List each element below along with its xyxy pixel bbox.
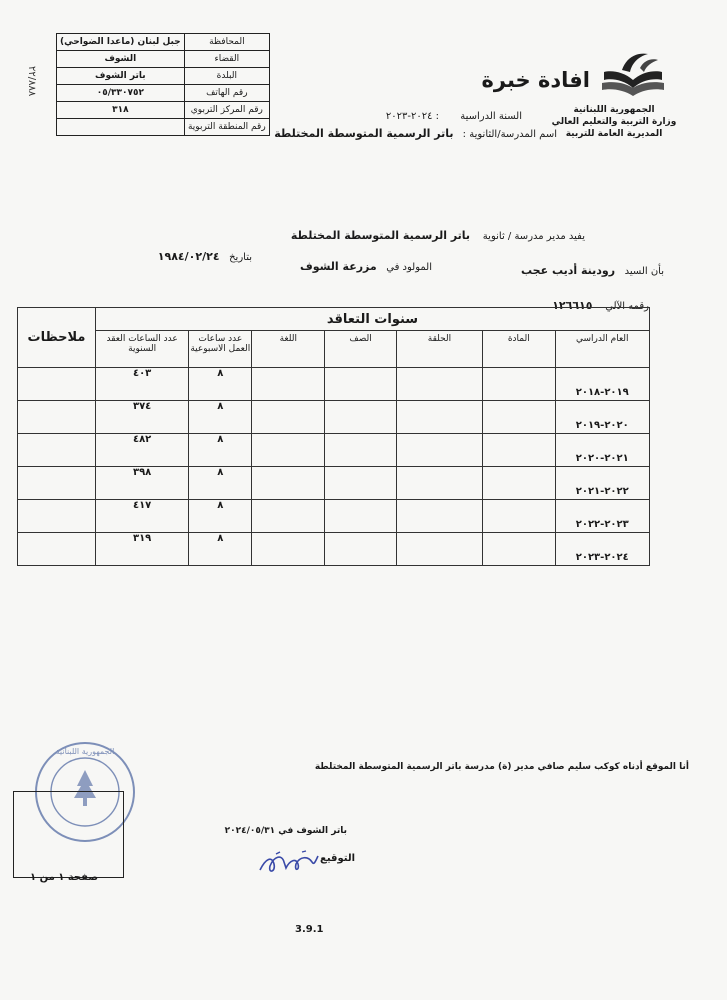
- header-class: الصف: [325, 331, 397, 368]
- cell-subject: [483, 467, 555, 500]
- cell-annual: ٣٧٤: [95, 401, 188, 434]
- cell-annual: ٤٨٢: [95, 434, 188, 467]
- cell-year: ٢٠٢٠-٢٠١٩: [555, 401, 649, 434]
- cell-cycle: [396, 500, 482, 533]
- table-row: [18, 533, 650, 566]
- cell-weekly: ٨: [189, 533, 252, 566]
- table-title: سنوات التعاقد: [95, 308, 649, 331]
- info-value: ٠٥/٣٣٠٧٥٢: [57, 85, 185, 102]
- cell-year: ٢٠٢١-٢٠٢٠: [555, 434, 649, 467]
- info-row: [57, 85, 270, 102]
- person-label: بأن السيد: [624, 266, 664, 277]
- table-row: [18, 467, 650, 500]
- table-row: [18, 500, 650, 533]
- info-row: [57, 102, 270, 119]
- info-label: رقم الهاتف: [184, 85, 269, 102]
- cell-notes: [18, 368, 96, 401]
- info-label: المحافظة: [184, 34, 269, 51]
- info-label: القضاء: [184, 51, 269, 68]
- birth-date-line: [158, 250, 252, 263]
- academic-year-label: السنة الدراسية: [460, 111, 522, 122]
- ministry-line-2: وزارة التربية والتعليم العالي: [551, 117, 677, 127]
- place-date: باتر الشوف في ٢٠٢٤/٠٥/٣١: [224, 826, 347, 836]
- info-value: باتر الشوف: [57, 68, 185, 85]
- table-row: [18, 434, 650, 467]
- cell-annual: ٤٠٣: [95, 368, 188, 401]
- ministry-line-3: المديرية العامة للتربية: [565, 129, 663, 139]
- cell-year: ٢٠٢٣-٢٠٢٢: [555, 500, 649, 533]
- cell-weekly: ٨: [189, 500, 252, 533]
- cell-subject: [483, 434, 555, 467]
- header-language: اللغة: [252, 331, 325, 368]
- cell-annual: ٣١٩: [95, 533, 188, 566]
- cell-language: [252, 401, 325, 434]
- cell-year: ٢٠٢٤-٢٠٢٣: [555, 533, 649, 566]
- cell-weekly: ٨: [189, 368, 252, 401]
- cell-class: [325, 368, 397, 401]
- header-annual-hours: عدد الساعات العقد السنوية: [95, 331, 188, 368]
- cell-language: [252, 368, 325, 401]
- document-title: افادة خبرة: [481, 68, 590, 92]
- form-code: 3.9.1: [295, 924, 324, 935]
- cell-language: [252, 467, 325, 500]
- info-row: [57, 34, 270, 51]
- cell-subject: [483, 401, 555, 434]
- cell-class: [325, 467, 397, 500]
- header-weekly-hours: عدد ساعات العمل الاسبوعية: [189, 331, 252, 368]
- cell-class: [325, 401, 397, 434]
- cell-subject: [483, 500, 555, 533]
- school-value: باتر الرسمية المتوسطة المختلطة: [274, 127, 454, 140]
- header-cycle: الحلقة: [396, 331, 482, 368]
- header-subject: المادة: [483, 331, 555, 368]
- ministry-book-logo-icon: [600, 50, 666, 102]
- info-label: البلدة: [184, 68, 269, 85]
- cell-subject: [483, 533, 555, 566]
- cell-weekly: ٨: [189, 434, 252, 467]
- info-row: [57, 68, 270, 85]
- handwritten-signature: [256, 848, 322, 878]
- intro-school: باتر الرسمية المتوسطة المختلطة: [290, 229, 471, 242]
- cell-class: [325, 533, 397, 566]
- number-label: رقمه الآلي: [605, 301, 649, 312]
- cell-year: ٢٠٢٢-٢٠٢١: [555, 467, 649, 500]
- cell-weekly: ٨: [189, 401, 252, 434]
- intro-label: يفيد مدير مدرسة / ثانوية: [482, 231, 585, 242]
- cell-language: [252, 533, 325, 566]
- cell-cycle: [396, 401, 482, 434]
- cell-subject: [483, 368, 555, 401]
- school-label: اسم المدرسة/الثانوية :: [462, 129, 557, 140]
- cell-language: [252, 434, 325, 467]
- info-value: ٣١٨: [57, 102, 185, 119]
- info-label: رقم المنطقة التربوية: [184, 119, 269, 136]
- born-place: مزرعة الشوف: [299, 260, 377, 273]
- cell-notes: [18, 467, 96, 500]
- info-value: الشوف: [57, 51, 185, 68]
- stamp-frame: [13, 791, 124, 878]
- cell-notes: [18, 434, 96, 467]
- cell-year: ٢٠١٩-٢٠١٨: [555, 368, 649, 401]
- stamp-text: الجمهورية اللبنانية: [55, 747, 115, 756]
- academic-year-line: [386, 111, 522, 122]
- cell-cycle: [396, 533, 482, 566]
- date-label: بتاريخ: [229, 252, 252, 263]
- cell-class: [325, 500, 397, 533]
- declaration-text: أنا الموقع أدناه كوكب سليم صافي مدير (ة) مدرسة باتر الرسمية المتوسطة المختلطة: [314, 762, 689, 772]
- ministry-line-1: الجمهورية اللبنانية: [573, 105, 655, 115]
- info-value: [57, 119, 185, 136]
- academic-year-value: : ٢٠٢٤-٢٠٢٣: [385, 111, 440, 122]
- cell-annual: ٣٩٨: [95, 467, 188, 500]
- info-row: [57, 119, 270, 136]
- intro-line: [291, 229, 585, 242]
- table-row: [18, 368, 650, 401]
- cell-cycle: [396, 467, 482, 500]
- side-reference-number: ٢٢/٨٨٨: [26, 66, 37, 97]
- cell-cycle: [396, 434, 482, 467]
- birth-place-line: [300, 260, 432, 273]
- cell-notes: [18, 401, 96, 434]
- info-label: رقم المركز التربوي: [184, 102, 269, 119]
- birth-date: ١٩٨٤/٠٢/٢٤: [157, 250, 220, 263]
- page-number: صفحة ١ من ١: [30, 872, 98, 883]
- info-row: [57, 51, 270, 68]
- cell-class: [325, 434, 397, 467]
- cell-annual: ٤١٧: [95, 500, 188, 533]
- info-box: [56, 33, 270, 136]
- cell-cycle: [396, 368, 482, 401]
- number-value: ١٢٦٦١٥: [552, 299, 593, 312]
- school-name-line: [274, 127, 557, 140]
- person-name: رودينة أديب عجب: [521, 264, 616, 277]
- contract-years-table: [17, 307, 650, 566]
- cell-weekly: ٨: [189, 467, 252, 500]
- born-label: المولود في: [386, 262, 432, 273]
- cell-notes: [18, 533, 96, 566]
- header-notes: ملاحظات: [18, 308, 96, 368]
- cell-notes: [18, 500, 96, 533]
- header-year: العام الدراسي: [555, 331, 649, 368]
- info-value: جبل لبنان (ماعدا الضواحي): [57, 34, 185, 51]
- ministry-name: [539, 104, 689, 140]
- table-row: [18, 401, 650, 434]
- person-line: [521, 264, 664, 277]
- signature-label: التوقيع: [320, 853, 355, 864]
- cell-language: [252, 500, 325, 533]
